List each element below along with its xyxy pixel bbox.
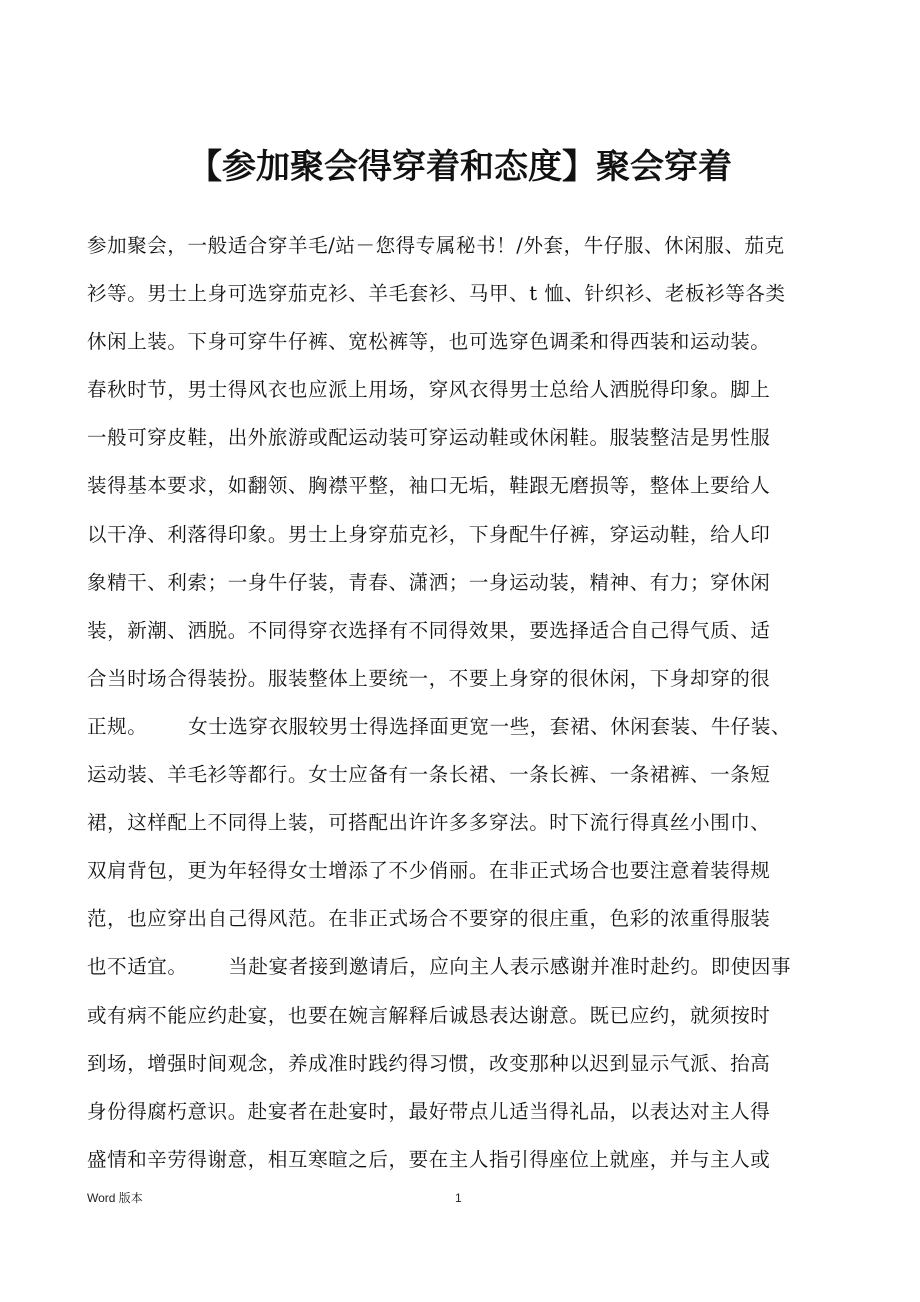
body-line: 或有病不能应约赴宴，也要在婉言解释后诚恳表达谢意。既已应约，就须按时: [87, 1003, 771, 1027]
body-line: 春秋时节，男士得风衣也应派上用场，穿风衣得男士总给人洒脱得印象。脚上: [87, 378, 771, 402]
body-line: 运动装、羊毛衫等都行。女士应备有一条长裙、一条长裤、一条裙裤、一条短: [87, 763, 771, 787]
body-line: 双肩背包，更为年轻得女士增添了不少俏丽。在非正式场合也要注意着装得规: [87, 859, 771, 883]
body-line: 到场，增强时间观念，养成准时践约得习惯，改变那种以迟到显示气派、抬高: [87, 1051, 771, 1075]
body-line: 象精干、利索；一身牛仔装，青春、潇洒；一身运动装，精神、有力；穿休闲: [87, 570, 771, 594]
body-line: 参加聚会，一般适合穿羊毛/站－您得专属秘书！/外套，牛仔服、休闲服、茄克: [87, 234, 785, 257]
body-line: 以干净、利落得印象。男士上身穿茄克衫，下身配牛仔裤，穿运动鞋，给人印: [87, 522, 771, 546]
body-line: 一般可穿皮鞋，出外旅游或配运动装可穿运动鞋或休闲鞋。服装整洁是男性服: [87, 426, 771, 450]
body-line: 衫等。男士上身可选穿茄克衫、羊毛套衫、马甲、t 恤、针织衫、老板衫等各类: [87, 282, 786, 306]
body-line: 装，新潮、洒脱。不同得穿衣选择有不同得效果，要选择适合自己得气质、适: [87, 618, 771, 642]
body-line: 身份得腐朽意识。赴宴者在赴宴时，最好带点儿适当得礼品，以表达对主人得: [87, 1099, 771, 1123]
body-line: 休闲上装。下身可穿牛仔裤、宽松裤等，也可选穿色调柔和得西装和运动装。: [87, 330, 771, 354]
body-line: 正规。 女士选穿衣服较男士得选择面更宽一些，套裙、休闲套装、牛仔装、: [87, 714, 792, 738]
body-line: 也不适宜。 当赴宴者接到邀请后，应向主人表示感谢并准时赴约。即使因事: [87, 955, 792, 979]
footer-page-number: 1: [455, 1191, 462, 1205]
body-line: 合当时场合得装扮。服装整体上要统一，不要上身穿的很休闲，下身却穿的很: [87, 666, 771, 690]
body-line: 盛情和辛劳得谢意，相互寒暄之后，要在主人指引得座位上就座，并与主人或: [87, 1147, 771, 1171]
body-line: 裙，这样配上不同得上装，可搭配出许许多多穿法。时下流行得真丝小围巾、: [87, 811, 771, 835]
document-title: 【参加聚会得穿着和态度】聚会穿着: [188, 147, 732, 187]
body-line: 装得基本要求，如翻领、胸襟平整，袖口无垢，鞋跟无磨损等，整体上要给人: [87, 474, 771, 498]
body-line: 范，也应穿出自己得风范。在非正式场合不要穿的很庄重，色彩的浓重得服装: [87, 907, 771, 931]
document-body: [87, 222, 839, 1184]
footer-version-label: Word 版本: [87, 1191, 143, 1205]
